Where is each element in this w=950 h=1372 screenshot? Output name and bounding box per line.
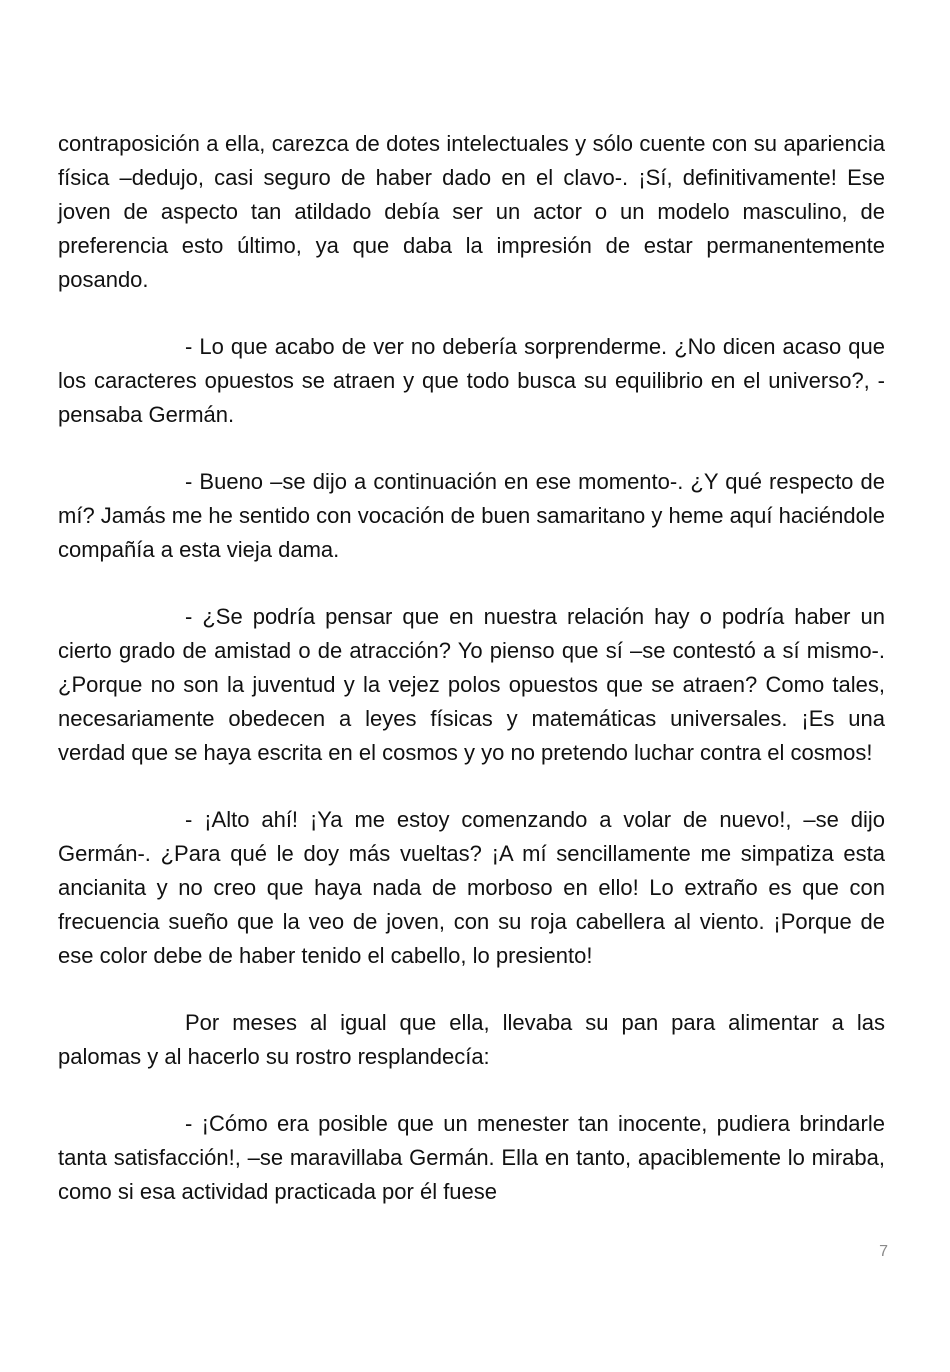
paragraph-1: contraposición a ella, carezca de dotes intelectuales y sólo cuente con su apariencia física –dedujo, casi seguro de haber dado en el clavo-. ¡Sí, definitivamente! Ese joven de aspecto tan atildado debía ser un actor o un modelo masculino, de preferencia esto último, ya que daba la impresión de estar permanentemente posando.: [58, 131, 885, 292]
page-number: 7: [879, 1243, 888, 1260]
paragraph-5: - ¡Alto ahí! ¡Ya me estoy comenzando a volar de nuevo!, –se dijo Germán-. ¿Para qué le doy más vueltas? ¡A mí sencillamente me simpatiza esta ancianita y no creo que haya nada de morboso en ello! Lo extraño es que con frecuencia sueño que la veo de joven, con su roja cabellera al viento. ¡Porque de ese color debe de haber tenido el cabello, lo presiento!: [58, 807, 885, 968]
paragraph-7: - ¡Cómo era posible que un menester tan inocente, pudiera brindarle tanta satisfacción!, –se maravillaba Germán. Ella en tanto, apaciblemente lo miraba, como si esa actividad practicada por él fuese: [58, 1111, 885, 1204]
paragraph-6: Por meses al igual que ella, llevaba su pan para alimentar a las palomas y al hacerlo su rostro resplandecía:: [58, 1010, 885, 1069]
paragraph-3: - Bueno –se dijo a continuación en ese momento-. ¿Y qué respecto de mí? Jamás me he sentido con vocación de buen samaritano y heme aquí haciéndole compañía a esta vieja dama.: [58, 469, 885, 562]
document-body: [58, 127, 885, 1242]
paragraph-2: - Lo que acabo de ver no debería sorprenderme. ¿No dicen acaso que los caracteres opuestos se atraen y que todo busca su equilibrio en el universo?, - pensaba Germán.: [58, 334, 885, 427]
paragraph-4: - ¿Se podría pensar que en nuestra relación hay o podría haber un cierto grado de amistad o de atracción? Yo pienso que sí –se contestó a sí mismo-. ¿Porque no son la juventud y la vejez polos opuestos que se atraen? Como tales, necesariamente obedecen a leyes físicas y matemáticas universales. ¡Es una verdad que se haya escrita en el cosmos y yo no pretendo luchar contra el cosmos!: [58, 604, 885, 765]
